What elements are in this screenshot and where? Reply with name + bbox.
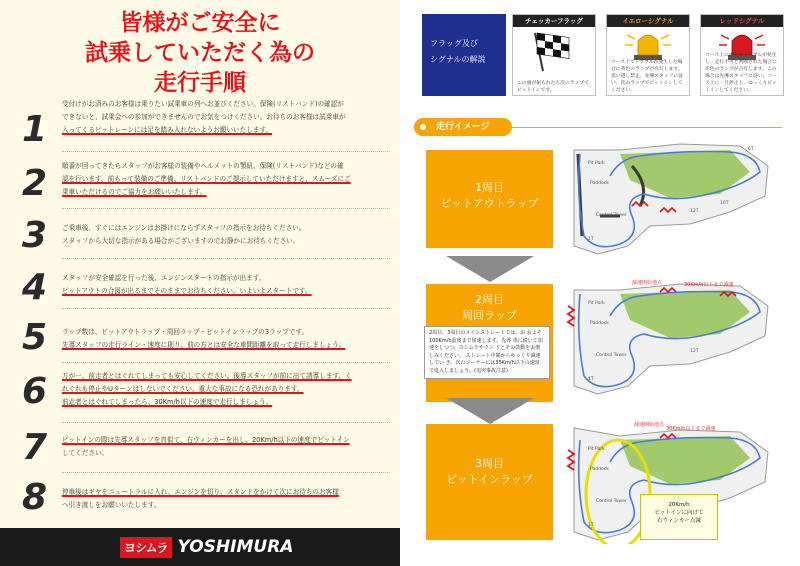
bullet-icon	[418, 122, 428, 132]
step-line: 停車後はギヤをニュートラルに入れ、エンジンを切り、スタンドをかけて次にお待ちのお客様	[62, 488, 339, 496]
decel-point-label: 減速開始地点	[634, 422, 665, 428]
arrow-down-icon	[446, 256, 534, 282]
step-number: 4	[22, 267, 48, 308]
corner-1t: 1T	[588, 377, 594, 382]
step-line: 万が一、前走者とはぐれてしまっても安心してください。後導スタッフが前に出て誘導します。く	[62, 372, 352, 380]
heading-line: シグナルの解説	[430, 55, 486, 64]
page-title-line-1: 皆様がご安全に	[119, 10, 281, 36]
map-label-pit-park: Pit Park	[588, 161, 605, 166]
run-image-label: 走行イメージ	[414, 118, 512, 136]
card-title: チェッカーフラッグ	[513, 15, 595, 27]
corner-1t: 1T	[588, 523, 594, 528]
lap-name: ピットアウトラップ	[440, 197, 539, 210]
corner-6t: 6T	[748, 147, 754, 152]
page-title-line-2: 試乗していただく為の	[85, 40, 315, 66]
note-line: ピットインに向けて	[654, 510, 704, 516]
speed-limit-label: 30Km/h以下まで減速	[666, 426, 716, 432]
divider	[62, 308, 390, 309]
card-desc: この旗が振られたら次のラップでピットインです。	[517, 81, 590, 93]
lap-number: 3周目	[475, 457, 504, 470]
yellow-signal-card	[606, 14, 690, 96]
step-line: 前走者とはぐれてしまったら、30Km/h以下の速度で走行しましょう。	[62, 398, 273, 406]
divider	[62, 362, 390, 363]
map-label-pit-park: Pit Park	[588, 447, 605, 452]
yellow-beacon-icon	[607, 27, 689, 63]
step-number: 2	[22, 163, 48, 204]
yoshimura-logo	[120, 536, 293, 558]
divider	[62, 151, 390, 152]
checker-flag-card	[512, 14, 596, 96]
corner-12t: 12T	[690, 349, 699, 354]
corner-10t: 10T	[720, 201, 729, 206]
map-label-pit-park: Pit Park	[588, 301, 605, 306]
flag-signal-heading	[422, 14, 506, 96]
divider	[62, 422, 390, 423]
step-number: 7	[22, 427, 48, 468]
track-map-lap-1	[560, 136, 780, 256]
step-text	[62, 370, 392, 409]
card-body	[607, 27, 689, 97]
step-line: 受付けがお済みのお客様は乗りたい試乗車の列へお並びください。保険(リストバンド)の確認が	[62, 100, 344, 108]
divider	[62, 472, 390, 473]
corner-12t: 12T	[690, 209, 699, 214]
step-line: できないと、試乗会への参加ができませんのでお気をつけください。お待ちのお客様は試乗車が	[62, 113, 346, 121]
map-label-paddock: Paddock	[590, 321, 609, 326]
step-number: 3	[22, 215, 48, 256]
step-number: 8	[22, 477, 48, 518]
heading-line: フラッグ及び	[430, 39, 478, 48]
lap-1-box	[426, 150, 553, 248]
card-desc: コース上でトラブルが発生した場合に黄色のランプが点灯します。追い越し禁止、先導スタッフに従い、次のラップでピットインしてください。	[611, 60, 683, 93]
lap-name: ピットインラップ	[446, 473, 533, 486]
step-line: ピットインの際は先導スタッフを真似て、右ウィンカーを出し、20Km/h以下の速度でピットイン	[62, 436, 350, 444]
step-line: へ引き渡しをお願いいたします。	[62, 501, 161, 509]
step-line: 入ってくるピットレーンには足を踏み入れないようお願いいたします。	[62, 126, 273, 134]
lap-3-box	[426, 424, 553, 540]
step-line: ご乗車後、すぐにはエンジンはお掛けにならずスタッフの指示をお待ちください。	[62, 224, 306, 232]
pit-in-note	[640, 494, 718, 540]
step-number: 1	[22, 109, 48, 150]
step-number: 5	[22, 317, 48, 358]
track-map-lap-2	[560, 276, 780, 396]
lap-name: 周回ラップ	[462, 309, 517, 322]
card-title: レッドシグナル	[701, 15, 783, 27]
step-text	[62, 272, 392, 298]
card-desc: コース上に重大なトラブルが発生し、走行不可と判断された場合に赤色のランプが点灯します。この場合は先導スタッフに従い、コース上に一旦停止し、ゆっくりピットインしてください。	[705, 53, 777, 93]
step-line: ピットアウトの合図が出るまでそのままでお待ちください。いよいよスタートです。	[62, 287, 312, 295]
step-line: してください。	[62, 449, 109, 457]
step-number: 6	[22, 371, 48, 412]
map-label-paddock: Paddock	[590, 467, 609, 472]
speed-limit-label: 30Km/h以下まで減速	[684, 282, 734, 288]
step-line: 先導スタッフの走行ライン・速度に則り、前の方とは安全な車間距離を取って走行しましょう。	[62, 341, 346, 349]
step-text	[62, 326, 392, 352]
red-signal-card	[700, 14, 784, 96]
card-title: イエローシグナル	[607, 15, 689, 27]
step-text	[62, 434, 392, 460]
map-label-control-tower: Control Tower	[596, 353, 627, 358]
lap-2-note: 2周目、3周目のメインストレートでは、お およそ100Km/h前後まで加速します。先導 車に続いて加速をしつつ、ヨシムラサウン ドとその鼓動をお楽しみください。 ストレート中間からゆっくり減速してい き、次のコーナーには35Km/h以下の速度 で進入しましょう。(追突事故注意)	[424, 326, 550, 379]
step-text	[62, 486, 392, 512]
step-line: れぐれも停止やUターンはしないでください。重大な事故になる恐れがあります。	[62, 385, 304, 393]
lap-number: 1周目	[475, 181, 504, 194]
note-line: 20Km/h	[668, 502, 690, 508]
card-body	[513, 27, 595, 97]
step-text	[62, 160, 392, 199]
checkered-flag-icon	[513, 27, 595, 73]
logo-mark: ヨシムラ	[120, 537, 172, 558]
note-line: 右ウィンカー点滅	[657, 518, 701, 524]
arrow-down-icon	[446, 398, 534, 424]
step-text	[62, 222, 392, 248]
map-label-paddock: Paddock	[590, 181, 609, 186]
card-body	[701, 27, 783, 97]
map-label-control-tower: Control Tower	[596, 499, 627, 504]
step-line: 乗車いただけるのでご協力をお願いいたします。	[62, 188, 207, 196]
map-label-control-tower: Control Tower	[596, 213, 627, 218]
divider	[62, 258, 390, 259]
corner-1t: 1T	[588, 237, 594, 242]
step-text	[62, 98, 392, 137]
step-line: ラップ数は、ピットアウトラップ・周回ラップ・ピットインラップの3ラップです。	[62, 328, 309, 336]
step-line: スタッフから大切な指示がある場合がございますのでお静かにお待ちください。	[62, 237, 300, 245]
step-line: 認を行います。前もって装備のご準備、リストバンドのご提示していただけますと、スムーズにご	[62, 175, 351, 183]
decel-point-label: 減速開始地点	[632, 280, 663, 286]
step-line: スタッフが安全確認を行った後、エンジンスタートの指示が出ます。	[62, 274, 266, 282]
divider	[62, 208, 390, 209]
page-title-line-3: 走行手順	[154, 70, 246, 96]
step-line: 順番が回ってきたらスタッフがお客様の装備やヘルメットの顎紐、保険(リストバンド)などの確	[62, 162, 344, 170]
header-rule	[512, 127, 782, 128]
lap-number: 2周目	[475, 293, 504, 306]
logo-word: YOSHIMURA	[177, 537, 294, 557]
